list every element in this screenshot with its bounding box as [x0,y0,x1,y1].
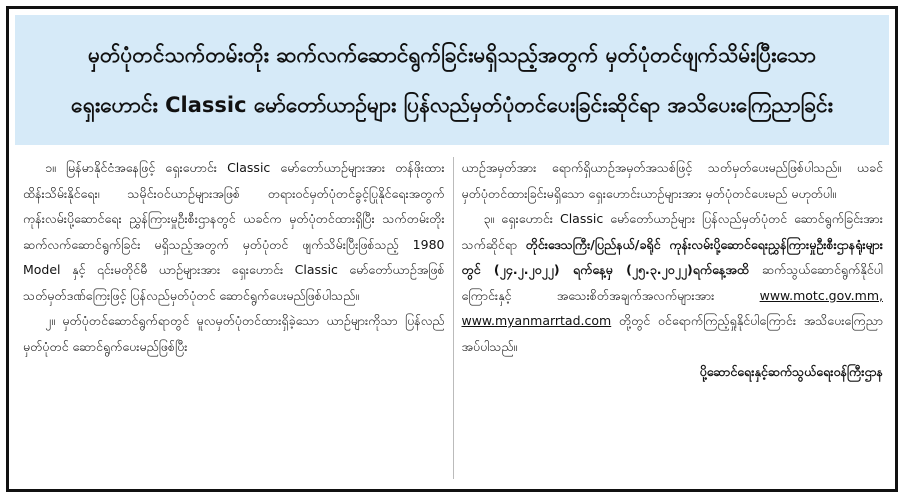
paragraph-3 [461,206,883,359]
column-divider [453,157,454,479]
paragraph-1: ၁။ မြန်မာနိုင်ငံအနေဖြင့် ရှေးဟောင်း Classic မော်တော်ယာဉ်များအား တန်ဖိုးထားထိန်းသိမ်းနိုင်ရေး၊ သမိုင်းဝင်ယာဉ်များအဖြစ် တရားဝင်မှတ်ပုံတင်ခွင့်ပြုနိုင်ရေးအတွက် ကုန်းလမ်းပို့ဆောင်ရေး ညွှန်ကြားမှုဦးစီးဌာနတွင် ယခင်က မှတ်ပုံတင်ထားရှိပြီး သက်တမ်းတိုး ဆက်လက်ဆောင်ရွက်ခြင်း မရှိသည့်အတွက် မှတ်ပုံတင် ဖျက်သိမ်းပြီးဖြစ်သည့် 1980 Model နှင့် ၎င်းမတိုင်မီ ယာဉ်များအား ရှေးဟောင်း Classic မော်တော်ယာဉ်အဖြစ် သတ်မှတ်ဒဏ်ကြေးဖြင့် ပြန်လည်မှတ်ပုံတင် ဆောင်ရွက်ပေးမည်ဖြစ်ပါသည်။ [23,160,445,303]
announcement-header [15,15,889,145]
announcement-body [23,155,883,481]
paragraph-3-end: တို့တွင် ဝင်ရောက်ကြည့်ရှုနိုင်ပါကြောင်း အသိပေးကြေညာအပ်ပါသည်။ [461,313,883,354]
paragraph-3-mid: ဆက်သွယ်ဆောင်ရွက်နိုင်ပါကြောင်းနှင့် အသေးစိတ်အချက်အလက်များအား [461,262,883,303]
ministry-signature: ပို့ဆောင်ရေးနှင့်ဆက်သွယ်ရေးဝန်ကြီးဌာန [699,364,883,379]
paragraph-3-start: ၃။ ရှေးဟောင်း Classic မော်တော်ယာဉ်များ ပြန်လည်မှတ်ပုံတင် ဆောင်ရွက်ခြင်းအား သက်ဆိုင်ရာ [461,211,883,252]
website-links[interactable]: www.motc.gov.mm, www.myanmarrtad.com [461,287,883,328]
announcement-frame [6,6,898,492]
right-column [461,155,883,481]
paragraph-2: ၂။ မှတ်ပုံတင်ဆောင်ရွက်ရာတွင် မူလမှတ်ပုံတင်ထားရှိခဲ့သော ယာဉ်များကိုသာ ပြန်လည်မှတ်ပုံတင် ဆောင်ရွက်ပေးမည်ဖြစ်ပြီး [23,313,445,354]
left-column [23,155,445,481]
title-line-2: ရှေးဟောင်း Classic မော်တော်ယာဉ်များ ပြန်လည်မှတ်ပုံတင်ပေးခြင်းဆိုင်ရာ အသိပေးကြေညာခြင်း [71,93,833,117]
paragraph-2-continued: ယာဉ်အမှတ်အား ရောက်ရှိယာဉ်အမှတ်အသစ်ဖြင့် သတ်မှတ်ပေးမည်ဖြစ်ပါသည်။ ယခင်မှတ်ပုံတင်ထားခြင်းမရှိသော ရှေးဟောင်းယာဉ်များအား မှတ်ပုံတင်ပေးမည် မဟုတ်ပါ။ [461,160,883,201]
title-line-1: မှတ်ပုံတင်သက်တမ်းတိုး ဆက်လက်ဆောင်ရွက်ခြင်းမရှိသည့်အတွက် မှတ်ပုံတင်ဖျက်သိမ်းပြီးသော [87,43,817,67]
registration-period: တိုင်းဒေသကြီး/ပြည်နယ်/ခရိုင် ကုန်းလမ်းပို့ဆောင်ရေးညွှန်ကြားမှုဦးစီးဌာနရုံးများတွင် (၂၄.၂.၂၀၂၂) ရက်နေ့မှ (၂၅.၃.၂၀၂၂)ရက်နေ့အထိ [461,236,883,277]
